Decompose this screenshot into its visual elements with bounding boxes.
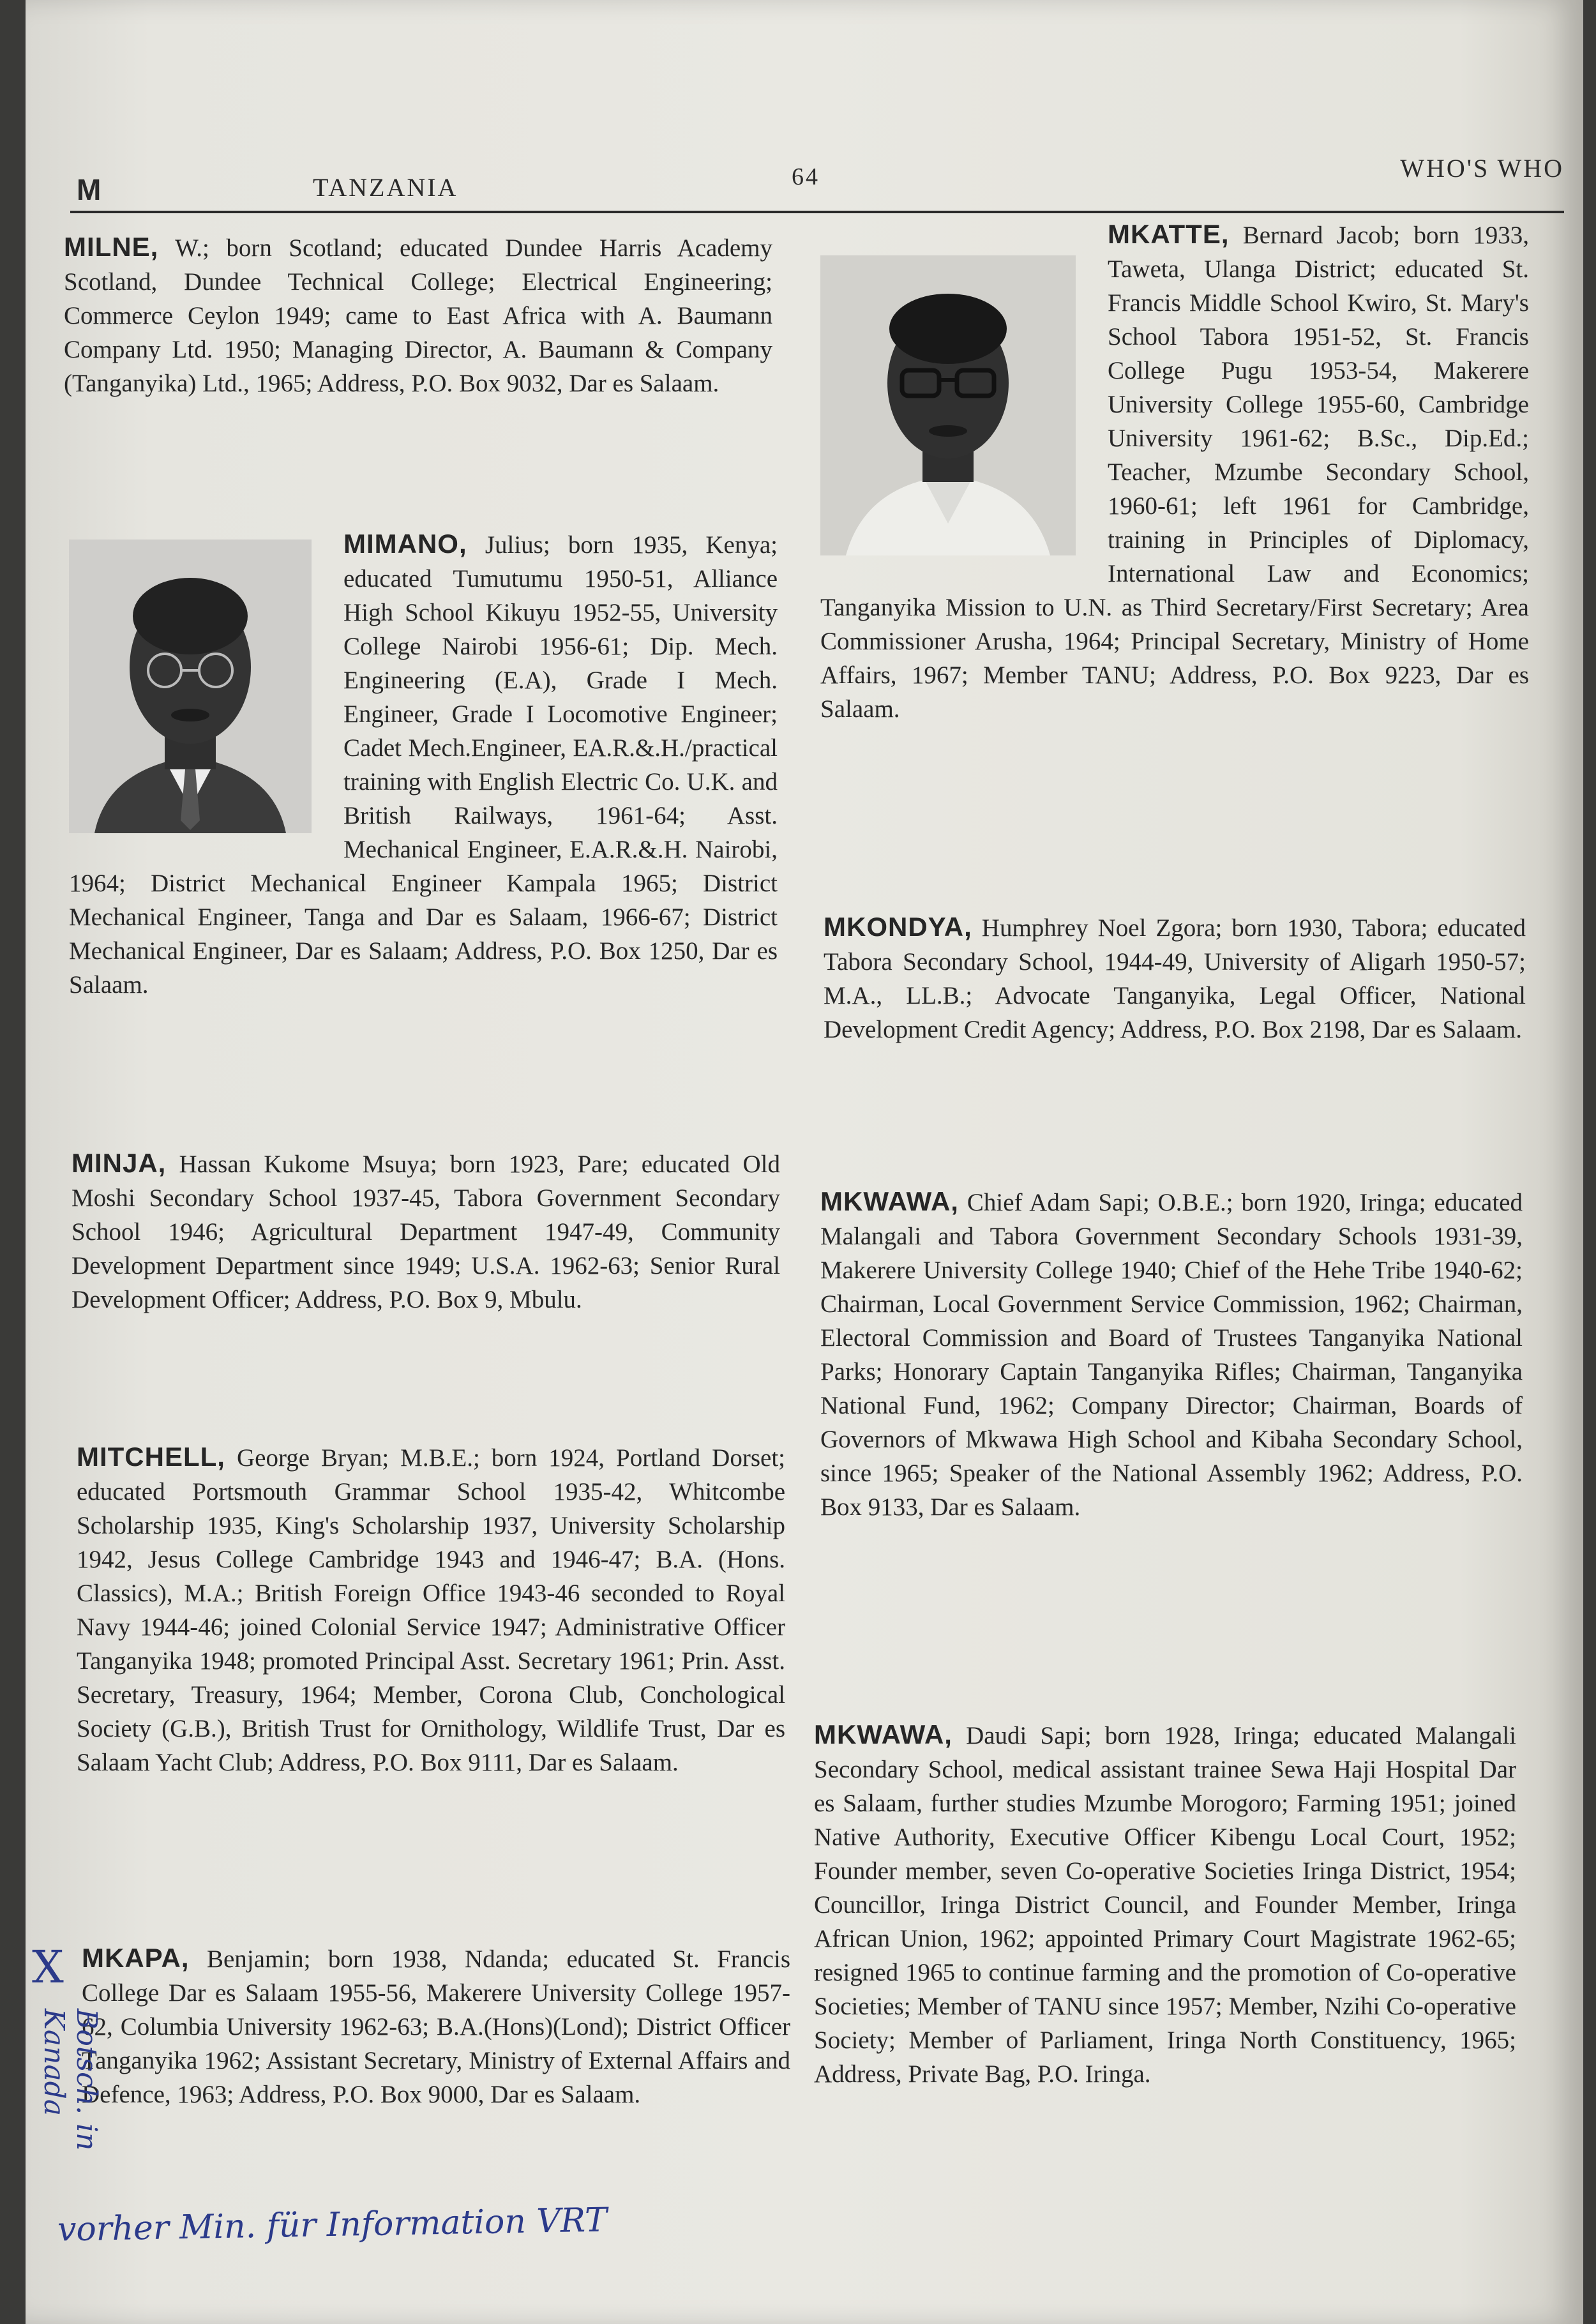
entry-minja	[72, 1146, 780, 1317]
entry-mimano	[69, 527, 778, 1002]
page-number: 64	[792, 163, 820, 190]
entry-milne	[64, 230, 772, 400]
handwritten-margin-note: Botsch. in Kanada	[38, 2009, 103, 2151]
entry-text: Bernard Jacob; born 1933, Taweta, Ulanga District; educated St. Francis Middle School Kwiro, St. Mary's School Tabora 1951-52, St. Francis College Pugu 1953-54, Makerere University College 1955-60, Cambridge University 1961-62; B.Sc., Dip.Ed.; Teacher, Mzumbe Secondary School, 1960-61; left 1961 for Cambridge, training in Principles of Diplomacy, International Law and Economics; Tanganyika Mission to U.N. as Third Secretary/First Secretary; Area Commissioner Arusha, 1964; Principal Secretary, Ministry of Home Affairs, 1967; Member TANU; Address, P.O. Box 9223, Dar es Salaam.	[820, 222, 1529, 723]
entry-mitchell	[77, 1440, 785, 1779]
entry-name: MKONDYA,	[824, 912, 972, 942]
entry-mkondya	[824, 910, 1526, 1046]
entry-name: MITCHELL,	[77, 1442, 225, 1472]
entry-text: Benjamin; born 1938, Ndanda; educated St. Francis College Dar es Salaam 1955-56, Makerere University College 1957-62, Columbia University 1962-63; B.A.(Hons)(Lond); District Officer Tanganyika 1962; Assistant Secretary, Ministry of External Affairs and Defence, 1963; Address, P.O. Box 9000, Dar es Salaam.	[82, 1945, 790, 2108]
entry-name: MKATTE,	[1108, 219, 1230, 249]
entry-text: George Bryan; M.B.E.; born 1924, Portland Dorset; educated Portsmouth Grammar School 1935-42, Whitcombe Scholarship 1935, King's Scholarship 1937, University Scholarship 1942, Jesus College Cambridge 1943 and 1946-47; B.A. (Hons. Classics), M.A.; British Foreign Office 1943-46 seconded to Royal Navy 1944-46; joined Colonial Service 1947; Administrative Officer Tanganyika 1948; promoted Principal Asst. Secretary 1961; Prin. Asst. Secretary, Treasury, 1964; Member, Corona Club, Conchological Society (G.B.), British Trust for Ornithology, Wildlife Trust, Dar es Salaam Yacht Club; Address, P.O. Box 9111, Dar es Salaam.	[77, 1444, 785, 1776]
book-title: WHO'S WHO	[1400, 154, 1564, 183]
portrait-image	[820, 255, 1076, 555]
handwritten-x-mark: X	[32, 1941, 64, 1993]
entry-text: Chief Adam Sapi; O.B.E.; born 1920, Iringa; educated Malangali and Tabora Government Secondary Schools 1931-39, Makerere University College 1940; Chief of the Hehe Tribe 1940-62; Chairman, Local Government Service Commission, 1962; Chairman, Electoral Commission and Board of Trustees Tanganyika National Parks; Honorary Captain Tanganyika Rifles; Chairman, Tanganyika National Fund, 1962; Company Director; Chairman, Boards of Governors of Mkwawa High School and Kibaha Secondary School, since 1965; Speaker of the National Assembly 1962; Address, P.O. Box 9133, Dar es Salaam.	[820, 1189, 1523, 1521]
entry-text: Humphrey Noel Zgora; born 1930, Tabora; educated Tabora Secondary School, 1944-49, University of Aligarh 1950-57; M.A., LL.B.; Advocate Tanganyika, Legal Officer, National Development Credit Agency; Address, P.O. Box 2198, Dar es Salaam.	[824, 914, 1526, 1043]
entry-mkwawa-daudi	[814, 1717, 1516, 2091]
entry-text: Daudi Sapi; born 1928, Iringa; educated Malangali Secondary School, medical assistant trainee Sewa Haji Hospital Dar es Salaam, further studies Mzumbe Morogoro; Farming 1951; joined Native Authority, Executive Officer Kibengu Local Court, 1952; Founder member, seven Co-operative Societies Iringa District, 1954; Councillor, Iringa District Council, and Founder Member, Iringa African Union, 1962; appointed Primary Court Magistrate 1962-65; resigned 1965 to continue farming and the promotion of Co-operative Societies; Member of TANU since 1957; Member, Nzihi Co-operative Society; Member of Parliament, Iringa North Constituency, 1965; Address, Private Bag, P.O. Iringa.	[814, 1722, 1516, 2088]
entry-text: Julius; born 1935, Kenya; educated Tumutumu 1950-51, Alliance High School Kikuyu 1952-55, University College Nairobi 1956-61; Dip. Mech. Engineering (E.A), Grade I Mech. Engineer, Grade I Locomotive Engineer; Cadet Mech.Engineer, EA.R.&.H./practical training with English Electric Co. U.K. and British Railways, 1961-64; Asst. Mechanical Engineer, E.A.R.&.H. Nairobi, 1964; District Mechanical Engineer Kampala 1965; District Mechanical Engineer, Tanga and Dar es Salaam, 1966-67; District Mechanical Engineer, Dar es Salaam; Address, P.O. Box 1250, Dar es Salaam.	[69, 531, 778, 999]
entry-name: MILNE,	[64, 232, 159, 262]
entry-text: Hassan Kukome Msuya; born 1923, Pare; educated Old Moshi Secondary School 1937-45, Tabora Government Secondary School 1946; Agricultural Department 1947-49, Community Development Department since 1949; U.S.A. 1962-63; Senior Rural Development Officer; Address, P.O. Box 9, Mbulu.	[72, 1151, 780, 1313]
entry-name: MIMANO,	[343, 529, 467, 559]
portrait-image	[69, 540, 312, 833]
page	[26, 0, 1583, 2324]
entry-name: MINJA,	[72, 1148, 167, 1178]
entry-mkapa	[82, 1941, 790, 2111]
entry-text: W.; born Scotland; educated Dundee Harris Academy Scotland, Dundee Technical College; Electrical Engineering; Commerce Ceylon 1949; came to East Africa with A. Baumann Company Ltd. 1950; Managing Director, A. Baumann & Company (Tanganyika) Ltd., 1965; Address, P.O. Box 9032, Dar es Salaam.	[64, 234, 772, 397]
portrait-photo	[69, 540, 312, 833]
portrait-photo	[820, 255, 1076, 555]
entry-name: MKWAWA,	[814, 1719, 952, 1749]
entry-name: MKWAWA,	[820, 1186, 959, 1216]
section-letter: M	[77, 173, 103, 206]
entry-mkatte	[820, 217, 1529, 726]
page-header	[70, 154, 1564, 213]
entry-mkwawa-adam	[820, 1184, 1523, 1524]
handwritten-bottom-note: vorher Min. für Information VRT	[57, 2201, 608, 2249]
entry-name: MKAPA,	[82, 1943, 190, 1973]
country-title: TANZANIA	[313, 173, 458, 202]
